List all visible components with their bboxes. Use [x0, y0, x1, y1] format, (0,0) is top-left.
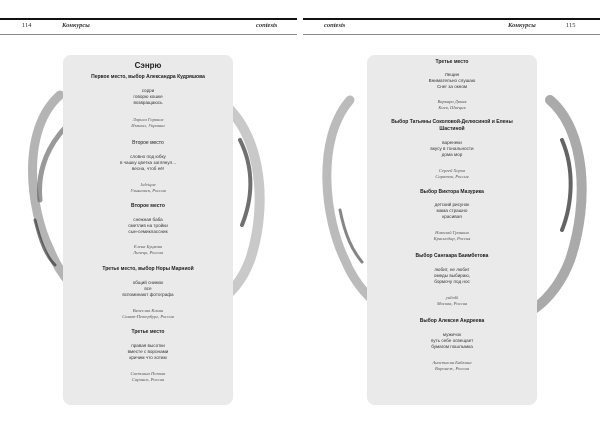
poem-line: дома мор	[441, 152, 463, 157]
poem-line: весна, чтоб её!	[131, 166, 165, 171]
poem-line: Внимательно слушаю	[428, 78, 476, 83]
poem-line: сын-семиклассник	[128, 229, 168, 234]
poem-author	[367, 295, 537, 307]
poem	[367, 267, 537, 285]
section-heading: Второе место	[132, 140, 164, 146]
poem-line: возвращаюсь	[133, 100, 163, 105]
poem-line: вкусу в тональности	[430, 146, 474, 151]
poem-line: словно под юбку	[130, 154, 166, 159]
poem-author	[63, 371, 233, 383]
author-name: Елена Буцкова	[133, 244, 163, 249]
poem	[63, 217, 233, 235]
left-page-number: 114	[22, 22, 32, 29]
section-heading: Третье место, выбор Норы Марниой	[102, 266, 194, 272]
author-name: Сергей Хоров	[438, 168, 466, 173]
poem-line: сметлив на тройки	[128, 223, 168, 228]
section-heading: Третье место	[435, 59, 469, 65]
poem	[63, 280, 233, 298]
author-name: yuliolk	[445, 295, 459, 300]
poem-line: путь себе освещает	[430, 338, 474, 343]
poem-line: варенеки	[442, 140, 462, 145]
poem-line: вспоминают фотографа	[122, 292, 174, 297]
poem-line: омеды выбираю,	[433, 273, 471, 278]
poem-author	[367, 99, 537, 111]
poem	[367, 202, 537, 220]
poem-line: все	[144, 286, 152, 291]
author-name: Jalvique	[140, 182, 156, 187]
author-name: Светлана Попова	[130, 371, 166, 376]
section-heading: Третье место	[131, 329, 165, 335]
poem-line: вместе с воронами	[127, 349, 169, 354]
right-running-head: contests	[324, 22, 346, 29]
poem-line: красивая	[442, 214, 462, 219]
poem-line: Снег за окном	[436, 84, 468, 89]
poem-line: в чашку цветка заглянул...	[119, 160, 177, 165]
poem	[367, 332, 537, 350]
author-location: Киев, Швеция	[438, 105, 466, 110]
poem-author	[63, 244, 233, 256]
poem	[63, 343, 233, 361]
left-running-head: contests	[256, 22, 278, 29]
section-heading: Выбор Татьяны Соколовой-Делюсиной и Елены Шастиной	[391, 119, 513, 132]
poem	[367, 72, 537, 90]
author-location: Саранск, Россия	[131, 377, 165, 382]
poem-author	[367, 168, 537, 180]
author-location: Воронеж, Россия	[435, 366, 469, 371]
author-location: Москва, Россия	[436, 301, 468, 306]
section-heading: Выбор Алексея Андреева	[419, 318, 485, 324]
author-location: Ульяновск, Россия	[130, 188, 166, 193]
left-section-title: Конкурсы	[62, 22, 90, 29]
author-name: Анастасия Бабкина	[432, 360, 472, 365]
poem	[63, 154, 233, 172]
poem-line: мама страшно	[436, 208, 468, 213]
author-name: Лариса Горвиох	[132, 117, 164, 122]
poem-author	[367, 360, 537, 372]
author-name: Вячеслав Кахан	[132, 308, 164, 313]
author-name: Варвара Дикая	[437, 99, 467, 104]
author-location: Липецк, Россия	[133, 250, 163, 255]
poem	[367, 140, 537, 158]
poem-author	[63, 117, 233, 129]
poem-line: общий снимок	[132, 280, 164, 285]
poem-line: бормочу под нос	[434, 279, 470, 284]
author-location: Саратов, Россия	[435, 174, 469, 179]
right-section-title: Конкурсы	[508, 22, 536, 29]
page-title: Сэнрю	[134, 61, 162, 70]
poem-line: бумагом пошлымка	[431, 344, 473, 349]
poem-line: любит, не любит	[434, 267, 470, 272]
poem-line: говорю кошке	[133, 94, 163, 99]
left-content-panel	[63, 55, 233, 405]
poem-line: кричим что хотим	[129, 355, 167, 360]
poem-author	[63, 182, 233, 194]
right-content-panel	[367, 55, 537, 405]
section-heading: Первое место, выбор Александра Кудряшова	[91, 74, 205, 80]
poem-author	[63, 308, 233, 320]
poem-author	[367, 230, 537, 242]
author-location: Краснодар, Россия	[433, 236, 471, 241]
right-page-number: 115	[566, 22, 576, 29]
section-heading: Выбор Сангаара Баимбетова	[415, 253, 489, 259]
section-heading: Выбор Виктора Мазурика	[420, 189, 484, 195]
section-heading: Второе место	[131, 203, 165, 209]
author-location: Измаил, Украина	[131, 123, 165, 128]
author-location: Санкт-Петербург, Россия	[122, 314, 174, 319]
poem-line: детский рисунок	[434, 202, 470, 207]
poem-line: снежная баба	[133, 217, 163, 222]
poem	[63, 88, 233, 106]
poem-line: правая высотки	[131, 343, 165, 348]
poem-line: Лещин	[444, 72, 460, 77]
author-name: Николай Гранкин	[435, 230, 469, 235]
poem-line: мужичок	[442, 332, 462, 337]
poem-line: сорри	[141, 88, 155, 93]
